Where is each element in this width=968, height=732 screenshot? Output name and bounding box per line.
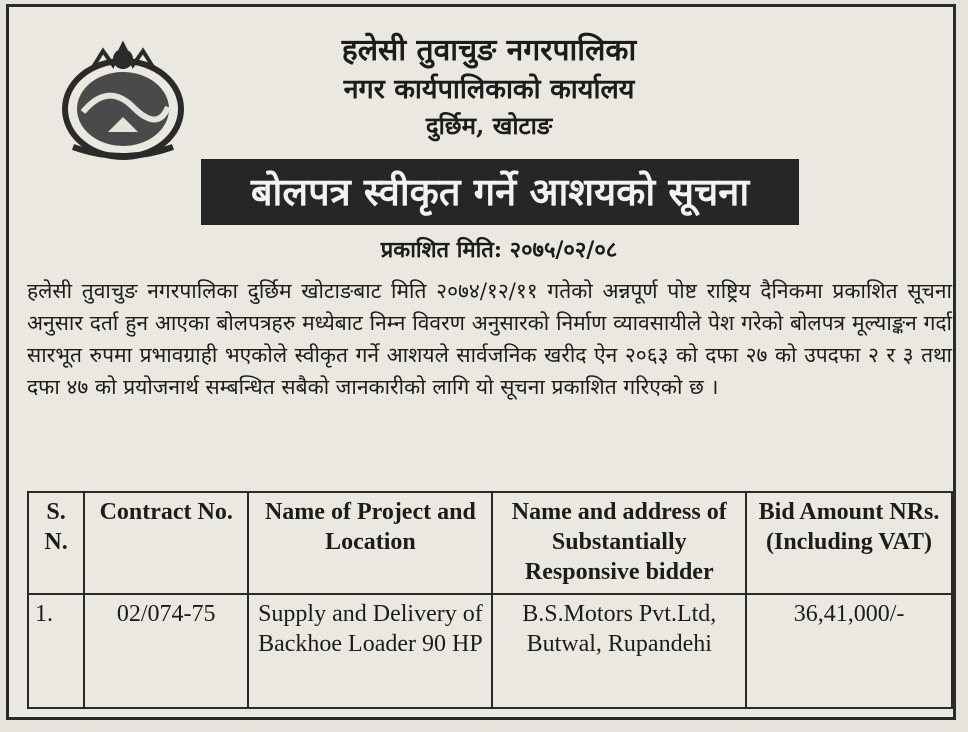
publication-date: प्रकाशित मिति: २०७५/०२/०८ <box>380 237 618 263</box>
header-project-location: Name of Project and Location <box>248 492 492 594</box>
cell-contract-no: 02/074-75 <box>84 594 248 708</box>
notice-title-banner <box>201 159 799 225</box>
header <box>209 31 769 143</box>
office-name: नगर कार्यपालिकाको कार्यालय <box>343 74 635 105</box>
cell-serial-number: 1. <box>28 594 84 708</box>
award-table <box>27 491 953 709</box>
nepal-emblem-icon <box>53 37 193 167</box>
notice-title: बोलपत्र स्वीकृत गर्ने आशयको सूचना <box>250 169 750 214</box>
notice-page <box>6 4 956 720</box>
notice-body: हलेसी तुवाचुङ नगरपालिका दुर्छिम खोटाङबाट मिति २०७४/१२/११ गतेको अन्नपूर्ण पोष्ट राष्ट्रिय दैनिकमा प्रकाशित सूचना अनुसार दर्ता हुन आएका बोलपत्रहरु मध्येबाट निम्न विवरण अनुसारको निर्माण व्यावसायीले पेश गरेको बोलपत्र मूल्याङ्कन गर्दा सारभूत रुपमा प्रभावग्राही भएकोले स्वीकृत गर्ने आशयले सार्वजनिक खरीद ऐन २०६३ को दफा २७ को उपदफा २ र ३ तथा दफा ४७ को प्रयोजनार्थ सम्बन्धित सबैको जानकारीको लागि यो सूचना प्रकाशित गरिएको छ । <box>27 279 952 399</box>
cell-bidder: B.S.Motors Pvt.Ltd, Butwal, Rupandehi <box>492 594 746 708</box>
organization-name: हलेसी तुवाचुङ नगरपालिका <box>341 33 637 68</box>
table-header-row <box>28 492 952 594</box>
header-bid-amount: Bid Amount NRs. (Including VAT) <box>746 492 952 594</box>
cell-project-location: Supply and Delivery of Backhoe Loader 90 HP <box>248 594 492 708</box>
header-serial-number: S. N. <box>28 492 84 594</box>
table-row <box>28 594 952 708</box>
header-contract-no: Contract No. <box>84 492 248 594</box>
office-location: दुर्छिम, खोटाङ <box>425 111 553 140</box>
cell-bid-amount: 36,41,000/- <box>746 594 952 708</box>
header-bidder: Name and address of Substantially Responsive bidder <box>492 492 746 594</box>
